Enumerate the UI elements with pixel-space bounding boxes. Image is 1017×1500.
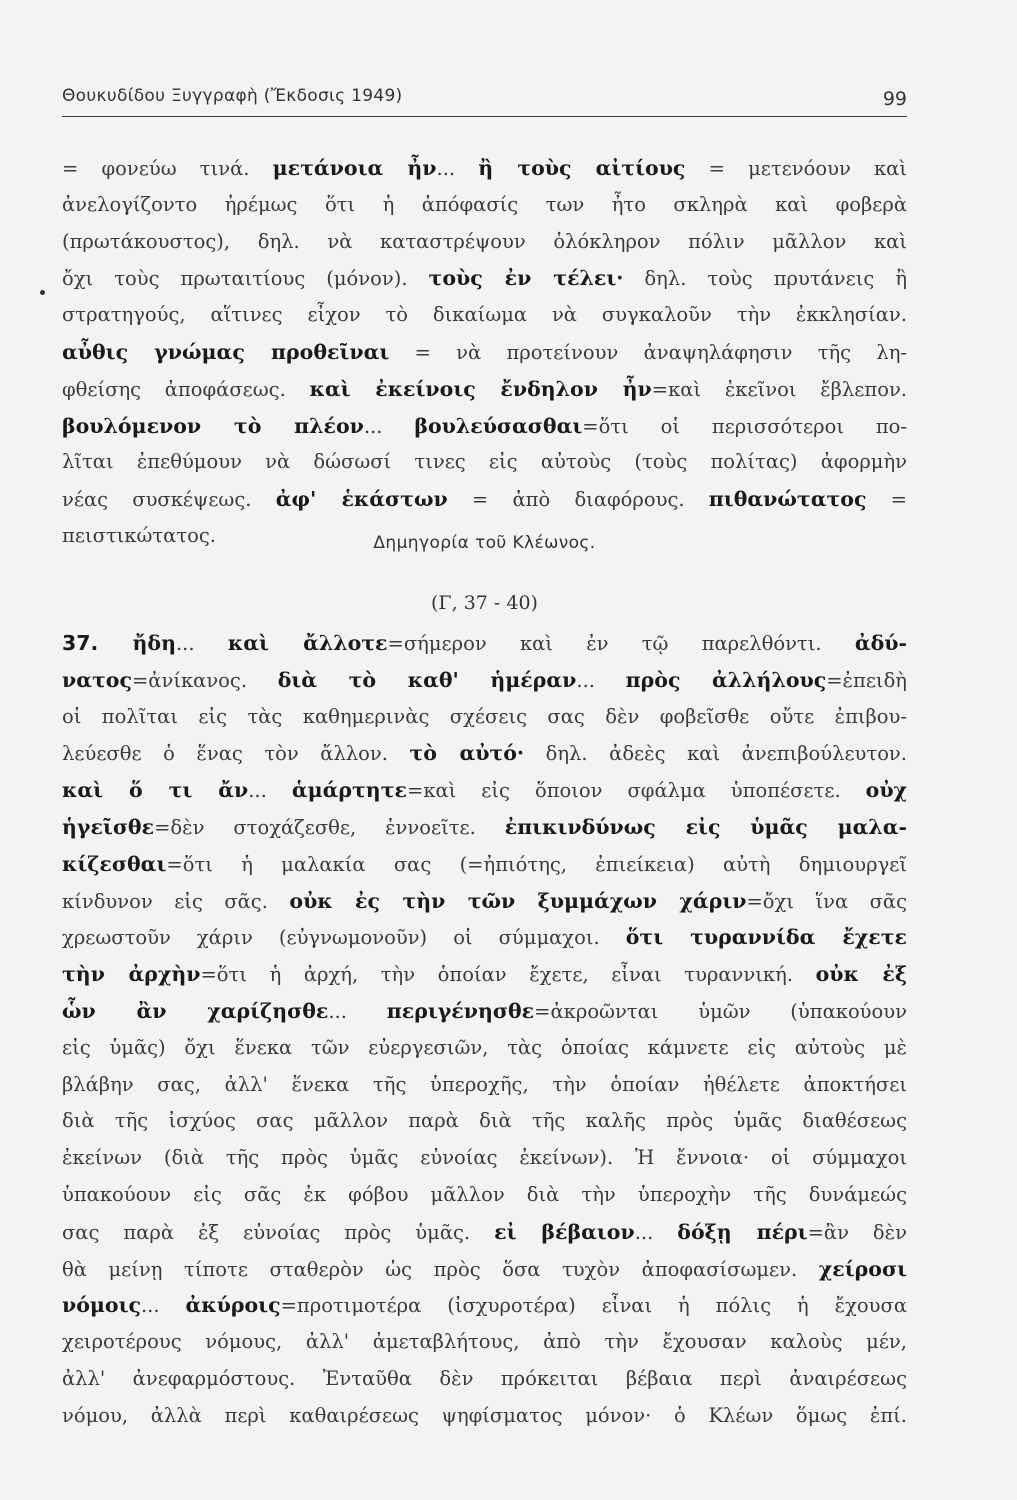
text-line xyxy=(62,334,907,371)
gloss-text: ... xyxy=(576,668,626,692)
gloss-text: νόμου, ἀλλὰ περὶ καθαιρέσεως ψηφίσματος μόνον· ὁ Κλέων ὅμως ἐπί. xyxy=(62,1403,907,1427)
lemma-text: ἐπικινδύνως εἰς ὑμᾶς μαλα- xyxy=(504,814,907,839)
text-line xyxy=(62,625,907,662)
gloss-text: ἐκείνων (διὰ τῆς πρὸς ὑμᾶς εὐνοίας ἐκείνων). Ἡ ἔννοια· οἱ σύμμαχοι xyxy=(62,1146,907,1170)
text-line xyxy=(62,1030,907,1067)
commentary-block xyxy=(62,150,907,555)
gloss-text: ὄχι τοὺς πρωταιτίους (μόνον). xyxy=(62,267,429,291)
lemma-text: ἀφ' ἑκάστων xyxy=(275,487,448,512)
text-line xyxy=(62,1103,907,1140)
text-line xyxy=(62,919,907,956)
lemma-text: καὶ ἄλλοτε xyxy=(227,631,388,655)
gloss-text: =ὅτι ἡ ἀρχή, τὴν ὁποίαν ἔχετε, εἶναι τυραννική. xyxy=(200,963,816,987)
text-line xyxy=(62,371,907,408)
gloss-text: στρατηγούς, αἵτινες εἶχον τὸ δικαίωμα νὰ συγκαλοῦν τὴν ἐκκλησίαν. xyxy=(62,303,907,327)
gloss-text: ... xyxy=(140,1294,186,1318)
lemma-text: πιθανώτατος xyxy=(708,487,867,512)
text-line xyxy=(62,1214,907,1251)
gloss-text: ... xyxy=(175,632,228,655)
text-line xyxy=(62,444,907,481)
text-line xyxy=(62,1361,907,1398)
lemma-text: αὖθις γνώμας προθεῖναι xyxy=(62,339,390,364)
lemma-text: χείροσι xyxy=(818,1256,907,1281)
text-line xyxy=(62,772,907,809)
gloss-text: =δὲν στοχάζεσθε, ἐννοεῖτε. xyxy=(154,815,505,839)
gloss-text: = νὰ προτείνουν ἀναψηλάφησιν τῆς λη- xyxy=(389,340,907,364)
lemma-text: νόμοις xyxy=(62,1293,141,1318)
gloss-text: πειστικώτατος. xyxy=(62,523,217,547)
text-line xyxy=(62,699,907,736)
lemma-text: ἡγεῖσθε xyxy=(62,814,155,839)
section-title: Δημηγορία τοῦ Κλέωνος. xyxy=(373,533,596,553)
running-title: Θουκυδίδου Ξυγγραφὴ (Ἔκδοσις 1949) xyxy=(62,86,403,106)
lemma-text: πρὸς ἀλλήλους xyxy=(625,667,827,692)
lemma-text: ὧν ἂν χαρίζησθε xyxy=(62,998,329,1023)
lemma-text: μετάνοια ἦν xyxy=(272,156,437,180)
gloss-text: λῖται ἐπεθύμουν νὰ δώσωσί τινες εἰς αὐτοὺς (τοὺς πολίτας) ἀφορμὴν xyxy=(62,450,907,474)
page-number: 99 xyxy=(882,88,907,110)
gloss-text: νέας συσκέψεως. xyxy=(62,488,276,512)
lemma-text: ἁμάρτητε xyxy=(291,778,407,803)
lemma-text: οὐκ ἐς τὴν τῶν ξυμμάχων χάριν xyxy=(289,888,747,913)
gloss-text: κίνδυνον εἰς σᾶς. xyxy=(62,889,290,913)
gloss-text: ... xyxy=(363,414,415,438)
lemma-text: περιγένησθε xyxy=(386,998,535,1023)
lemma-text: βουλεύσασθαι xyxy=(414,413,583,438)
gloss-text: χρεωστοῦν χάριν (εὐγνωμονοῦν) οἱ σύμμαχοι. xyxy=(62,926,626,950)
text-line xyxy=(62,1067,907,1104)
running-head xyxy=(62,76,907,117)
text-line xyxy=(62,150,907,187)
gloss-text: ... xyxy=(634,1220,678,1244)
lemma-text: οὐκ ἐξ xyxy=(815,962,907,987)
gloss-text: =προτιμοτέρα (ἰσχυροτέρα) εἶναι ἡ πόλις ἡ ἔχουσα xyxy=(280,1294,907,1318)
text-line xyxy=(62,481,907,518)
lemma-text: τοὺς ἐν τέλει· xyxy=(428,266,624,291)
gloss-text: =ὅτι οἱ περισσότεροι πο- xyxy=(582,414,907,438)
lemma-text: ἢ τοὺς αἰτίους xyxy=(478,156,686,180)
lemma-text: καὶ ὅ τι ἄν xyxy=(62,778,249,803)
gloss-text: ... xyxy=(436,157,479,180)
gloss-text: χειροτέρους νόμους, ἀλλ' ἀμεταβλήτους, ἀπὸ τὴν ἔχουσαν καλοὺς μέν, xyxy=(62,1330,907,1354)
text-line xyxy=(62,187,907,224)
lemma-text: κίζεσθαι xyxy=(62,851,167,876)
gloss-text: εἰς ὑμᾶς) ὄχι ἕνεκα τῶν εὐεργεσιῶν, τὰς ὁποίας κάμνετε εἰς αὐτοὺς μὲ xyxy=(62,1035,907,1059)
gloss-text: =ὄχι ἵνα σᾶς xyxy=(746,889,907,913)
text-line xyxy=(62,735,907,772)
text-line xyxy=(62,883,907,920)
gloss-text: ... xyxy=(328,999,387,1023)
text-line xyxy=(62,1140,907,1177)
lemma-text: βουλόμενον τὸ πλέον xyxy=(62,413,364,438)
text-line xyxy=(62,993,907,1030)
gloss-text: =καὶ εἰς ὅποιον σφάλμα ὑποπέσετε. xyxy=(406,779,866,803)
lemma-text: ἀδύ- xyxy=(854,631,907,655)
gloss-text: =καὶ ἐκεῖνοι ἔβλεπον. xyxy=(651,377,907,401)
gloss-text: δηλ. τοὺς πρυτάνεις ἢ xyxy=(623,267,907,291)
text-line xyxy=(62,846,907,883)
gloss-text: σας παρὰ ἐξ εὐνοίας πρὸς ὑμᾶς. xyxy=(62,1220,495,1244)
text-line xyxy=(62,1287,907,1324)
lemma-text: ἤδη xyxy=(132,631,176,655)
lemma-text: 37. xyxy=(62,631,133,655)
text-line xyxy=(62,956,907,993)
gloss-text: =ἐπειδὴ xyxy=(826,668,907,692)
gloss-text: (πρωτάκουστος), δηλ. νὰ καταστρέψουν ὁλόκληρον πόλιν μᾶλλον καὶ xyxy=(62,229,907,253)
gloss-text: οἱ πολῖται εἰς τὰς καθημερινὰς σχέσεις σας δὲν φοβεῖσθε οὔτε ἐπιβου- xyxy=(62,704,907,728)
gloss-text: = μετενόουν καὶ xyxy=(685,157,907,180)
gloss-text: φθείσης ἀποφάσεως. xyxy=(62,377,310,401)
text-line xyxy=(62,224,907,261)
gloss-text: ... xyxy=(248,779,292,803)
lemma-text: τὸ αὐτό· xyxy=(409,741,525,766)
lemma-text: καὶ ἐκείνοις ἔνδηλον ἦν xyxy=(309,376,652,401)
text-line xyxy=(62,1324,907,1361)
gloss-text: ἀνελογίζοντο ἠρέμως ὅτι ἡ ἀπόφασίς των ἦτο σκληρὰ καὶ φοβερὰ xyxy=(62,192,907,216)
gloss-text: = ἀπὸ διαφόρους. xyxy=(447,488,709,512)
gloss-text: =ἂν δὲν xyxy=(807,1220,907,1244)
gloss-text: =ἀνίκανος. xyxy=(131,668,278,692)
gloss-text: λεύεσθε ὁ ἕνας τὸν ἄλλον. xyxy=(62,742,410,766)
lemma-text: ἀκύροις xyxy=(185,1293,281,1318)
gloss-text: = xyxy=(866,488,907,512)
section-block xyxy=(62,625,907,1435)
lemma-text: δόξῃ πέρι xyxy=(677,1219,808,1244)
text-line xyxy=(62,1251,907,1288)
gloss-text: δηλ. ἀδεὲς καὶ ἀνεπιβούλευτον. xyxy=(524,742,907,766)
gloss-text: ἀλλ' ἀνεφαρμόστους. Ἐνταῦθα δὲν πρόκειται βέβαια περὶ ἀναιρέσεως xyxy=(62,1366,907,1390)
section-reference: (Γ, 37 - 40) xyxy=(431,592,538,614)
gloss-text: διὰ τῆς ἰσχύος σας μᾶλλον παρὰ διὰ τῆς καλῆς πρὸς ὑμᾶς διαθέσεως xyxy=(62,1109,907,1133)
gloss-text: βλάβην σας, ἀλλ' ἕνεκα τῆς ὑπεροχῆς, τὴν ὁποίαν ἠθέλετε ἀποκτήσει xyxy=(62,1072,907,1096)
text-line xyxy=(62,662,907,699)
margin-dot xyxy=(40,290,45,295)
gloss-text: ὑπακούουν εἰς σᾶς ἐκ φόβου μᾶλλον διὰ τὴν ὑπεροχὴν τῆς δυνάμεώς xyxy=(62,1182,907,1206)
gloss-text: =ὅτι ἡ μαλακία σας (=ἠπιότης, ἐπιείκεια) αὐτὴ δημιουργεῖ xyxy=(166,852,907,876)
gloss-text: =ἀκροῶνται ὑμῶν (ὑπακούουν xyxy=(534,999,907,1023)
gloss-text: = φονεύω τινά. xyxy=(62,157,273,180)
text-line xyxy=(62,297,907,334)
lemma-text: εἰ βέβαιον xyxy=(494,1219,635,1244)
text-line xyxy=(62,1398,907,1435)
lemma-text: ὅτι τυραννίδα ἔχετε xyxy=(625,925,907,950)
lemma-text: νατος xyxy=(62,667,132,692)
text-line xyxy=(62,408,907,445)
lemma-text: διὰ τὸ καθ' ἡμέραν xyxy=(277,667,577,692)
text-line xyxy=(62,1177,907,1214)
text-line xyxy=(62,260,907,297)
gloss-text: θὰ μείνῃ τίποτε σταθερὸν ὡς πρὸς ὅσα τυχὸν ἀποφασίσωμεν. xyxy=(62,1257,819,1281)
lemma-text: οὐχ xyxy=(865,778,907,803)
lemma-text: τὴν ἀρχὴν xyxy=(62,962,201,987)
text-line xyxy=(62,809,907,846)
gloss-text: =σήμερον καὶ ἐν τῷ παρελθόντι. xyxy=(387,632,855,655)
